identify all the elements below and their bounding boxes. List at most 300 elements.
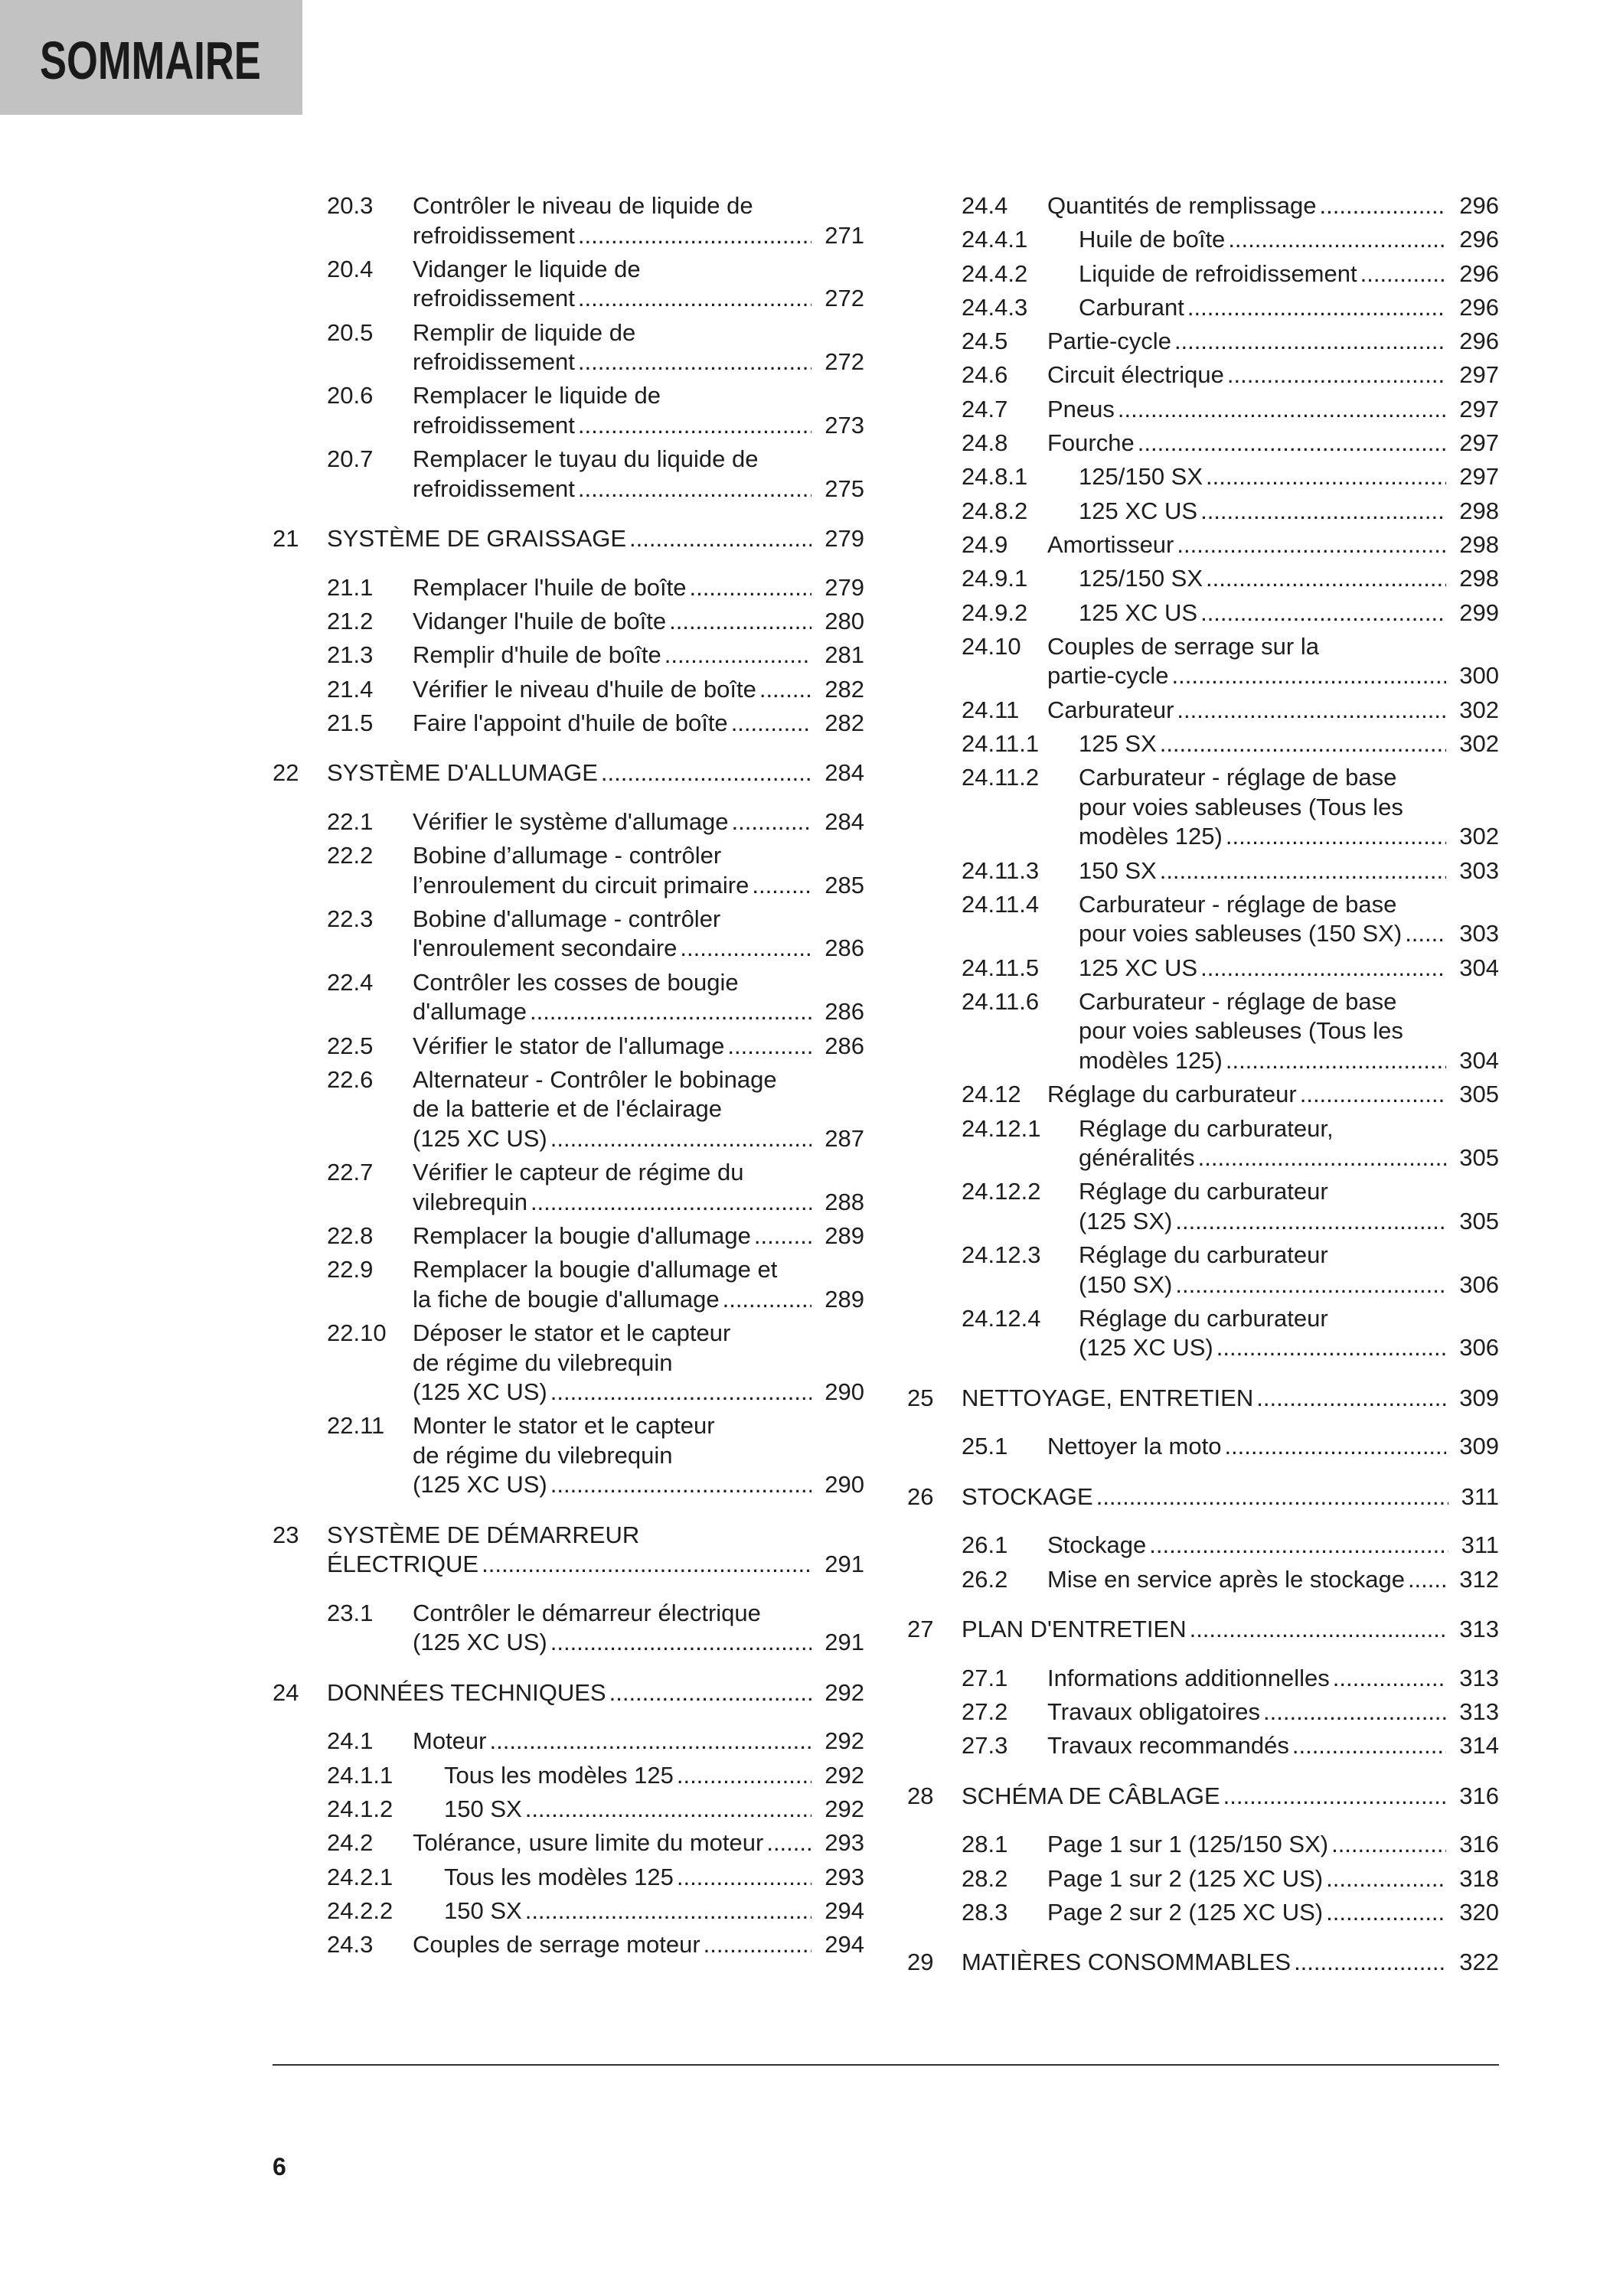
toc-entry bbox=[273, 445, 864, 504]
dot-leader bbox=[677, 1863, 812, 1893]
toc-entry bbox=[907, 327, 1499, 357]
dot-leader bbox=[629, 524, 812, 554]
toc-chapter-entry bbox=[273, 1521, 864, 1580]
entry-title-line bbox=[1079, 822, 1499, 852]
section-number: 22.11 bbox=[327, 1412, 385, 1440]
entry-title-text: Réglage du carburateur bbox=[1079, 1178, 1328, 1205]
entry-title-line bbox=[413, 675, 864, 705]
entry-page-number: 272 bbox=[825, 285, 864, 312]
entry-title-text: Vérifier le système d'allumage bbox=[413, 807, 729, 835]
toc-entry bbox=[907, 1114, 1499, 1173]
entry-title-line bbox=[1047, 191, 1499, 221]
entry-title-line bbox=[327, 758, 864, 788]
section-number: 21.4 bbox=[327, 675, 374, 703]
entry-title-line bbox=[413, 807, 864, 837]
entry-title-text: de régime du vilebrequin bbox=[413, 1349, 673, 1376]
dot-leader bbox=[550, 1470, 812, 1500]
toc-entry bbox=[907, 632, 1499, 691]
section-number: 24.8.2 bbox=[962, 497, 1028, 524]
footer-divider bbox=[273, 2064, 1499, 2066]
entry-title-line bbox=[444, 1863, 864, 1893]
dot-leader bbox=[525, 1896, 812, 1926]
entry-title-text: (125 XC US) bbox=[1079, 1334, 1213, 1362]
entry-title-text: pour voies sableuses (150 SX) bbox=[1079, 920, 1403, 947]
entry-title-line bbox=[962, 1615, 1499, 1645]
entry-title-text: (150 SX) bbox=[1079, 1270, 1173, 1298]
entry-page-number: 294 bbox=[825, 1931, 864, 1958]
entry-title-text: Informations additionnelles bbox=[1047, 1664, 1330, 1691]
entry-title-text: l'enroulement secondaire bbox=[413, 934, 678, 962]
entry-title-text: Faire l'appoint d'huile de boîte bbox=[413, 709, 728, 736]
chapter-number: 28 bbox=[907, 1782, 934, 1809]
dot-leader bbox=[1160, 856, 1447, 886]
entry-title-line bbox=[1047, 1898, 1499, 1928]
entry-page-number: 306 bbox=[1459, 1334, 1499, 1362]
section-number: 24.4.3 bbox=[962, 293, 1028, 321]
entry-title-line bbox=[444, 1896, 864, 1926]
entry-title-line bbox=[1079, 987, 1499, 1017]
section-number: 24.1.1 bbox=[327, 1761, 394, 1789]
dot-leader bbox=[669, 607, 812, 637]
section-number: 24.11.1 bbox=[962, 729, 1040, 757]
section-number: 24.3 bbox=[327, 1931, 374, 1958]
entry-page-number: 282 bbox=[825, 675, 864, 703]
dot-leader bbox=[1408, 1565, 1446, 1595]
dot-leader bbox=[1187, 293, 1446, 323]
dot-leader bbox=[1175, 1270, 1446, 1300]
entry-title-line bbox=[413, 871, 864, 901]
entry-title-line bbox=[413, 1124, 864, 1154]
entry-title-text: Remplir de liquide de bbox=[413, 318, 636, 346]
entry-page-number: 316 bbox=[1459, 1831, 1499, 1858]
entry-title-text: 150 SX bbox=[444, 1896, 522, 1924]
section-number: 27.1 bbox=[962, 1664, 1008, 1691]
entry-page-number: 311 bbox=[1461, 1531, 1499, 1559]
entry-title-line bbox=[413, 1158, 864, 1188]
entry-title-line bbox=[1079, 564, 1499, 594]
entry-title-line bbox=[413, 1599, 864, 1629]
section-number: 20.6 bbox=[327, 382, 374, 409]
chapter-number: 24 bbox=[273, 1678, 299, 1706]
section-number: 20.4 bbox=[327, 255, 374, 282]
section-number: 21.1 bbox=[327, 573, 374, 601]
entry-title-text: refroidissement bbox=[413, 285, 575, 312]
toc-entry bbox=[273, 1795, 864, 1825]
section-number: 24.11.5 bbox=[962, 954, 1040, 981]
entry-title-line bbox=[413, 1285, 864, 1315]
entry-title-line bbox=[1047, 429, 1499, 458]
toc-entry bbox=[273, 968, 864, 1027]
entry-title-line bbox=[1047, 395, 1499, 425]
entry-title-text: (125 XC US) bbox=[413, 1378, 547, 1406]
dot-leader bbox=[677, 1761, 812, 1791]
entry-title-text: Remplir d'huile de boîte bbox=[413, 641, 661, 669]
toc-entry bbox=[907, 564, 1499, 594]
entry-title-line bbox=[413, 1094, 864, 1124]
entry-title-line bbox=[413, 284, 864, 314]
entry-title-text: Travaux recommandés bbox=[1047, 1732, 1289, 1760]
section-number: 24.12.4 bbox=[962, 1304, 1041, 1332]
section-number: 24.2.2 bbox=[327, 1896, 394, 1924]
toc-entry bbox=[273, 905, 864, 964]
dot-leader bbox=[1326, 1898, 1446, 1928]
entry-title-line bbox=[1047, 1080, 1499, 1110]
entry-title-text: 125 XC US bbox=[1079, 954, 1198, 981]
section-number: 25.1 bbox=[962, 1433, 1008, 1460]
section-number: 22.7 bbox=[327, 1159, 374, 1186]
entry-title-text: SCHÉMA DE CÂBLAGE bbox=[962, 1782, 1220, 1809]
entry-title-line bbox=[413, 641, 864, 670]
entry-page-number: 299 bbox=[1459, 598, 1499, 626]
section-number: 26.1 bbox=[962, 1531, 1008, 1559]
entry-page-number: 303 bbox=[1459, 856, 1499, 884]
section-number: 24.12.2 bbox=[962, 1178, 1041, 1205]
entry-title-line bbox=[1047, 327, 1499, 357]
dot-leader bbox=[550, 1378, 812, 1407]
section-number: 20.7 bbox=[327, 445, 374, 473]
entry-page-number: 285 bbox=[825, 871, 864, 899]
entry-title-text: Tolérance, usure limite du moteur bbox=[413, 1829, 764, 1857]
dot-leader bbox=[727, 1032, 812, 1062]
entry-title-line bbox=[413, 221, 864, 251]
page-title: SOMMAIRE bbox=[40, 31, 261, 90]
entry-title-line bbox=[413, 1470, 864, 1500]
toc-chapter-entry bbox=[273, 1678, 864, 1708]
entry-title-text: (125 SX) bbox=[1079, 1207, 1173, 1234]
toc-entry bbox=[273, 1032, 864, 1062]
toc-entry bbox=[907, 191, 1499, 221]
entry-title-text: l’enroulement du circuit primaire bbox=[413, 871, 749, 899]
toc-entry bbox=[907, 729, 1499, 759]
section-number: 26.2 bbox=[962, 1565, 1008, 1593]
section-number: 24.11.4 bbox=[962, 890, 1040, 918]
section-number: 22.9 bbox=[327, 1256, 374, 1283]
entry-page-number: 302 bbox=[1459, 729, 1499, 757]
entry-page-number: 284 bbox=[825, 807, 864, 835]
toc-chapter-entry bbox=[907, 1482, 1499, 1512]
toc-entry bbox=[907, 225, 1499, 255]
toc-entry bbox=[907, 293, 1499, 323]
entry-page-number: 305 bbox=[1459, 1144, 1499, 1172]
entry-page-number: 304 bbox=[1459, 954, 1499, 981]
toc-entry bbox=[907, 1565, 1499, 1595]
entry-page-number: 288 bbox=[825, 1188, 864, 1215]
entry-title-line bbox=[1079, 890, 1499, 920]
chapter-number: 22 bbox=[273, 759, 299, 787]
entry-page-number: 292 bbox=[825, 1727, 864, 1755]
entry-title-line bbox=[1079, 1241, 1499, 1270]
entry-page-number: 296 bbox=[1459, 226, 1499, 253]
entry-title-line bbox=[1079, 1114, 1499, 1144]
toc-entry bbox=[907, 1664, 1499, 1694]
entry-title-line bbox=[962, 1482, 1499, 1512]
entry-title-line bbox=[1079, 1270, 1499, 1300]
entry-title-text: Vérifier le stator de l'allumage bbox=[413, 1032, 725, 1059]
entry-page-number: 322 bbox=[1459, 1949, 1499, 1976]
toc-entry bbox=[907, 1080, 1499, 1110]
dot-leader bbox=[723, 1285, 812, 1315]
entry-page-number: 291 bbox=[825, 1551, 864, 1578]
entry-title-text: Remplacer le tuyau du liquide de bbox=[413, 445, 759, 473]
toc-entry bbox=[273, 1599, 864, 1658]
entry-page-number: 312 bbox=[1459, 1565, 1499, 1593]
section-number: 24.6 bbox=[962, 361, 1008, 389]
entry-title-line bbox=[962, 1384, 1499, 1414]
entry-title-line bbox=[1079, 598, 1499, 628]
dot-leader bbox=[601, 758, 812, 788]
entry-title-line bbox=[413, 1032, 864, 1062]
entry-page-number: 286 bbox=[825, 998, 864, 1026]
entry-title-text: Page 1 sur 1 (125/150 SX) bbox=[1047, 1831, 1329, 1858]
toc-chapter-entry bbox=[907, 1782, 1499, 1812]
entry-title-text: modèles 125) bbox=[1079, 1046, 1223, 1074]
dot-leader bbox=[1263, 1698, 1446, 1727]
toc-chapter-entry bbox=[907, 1384, 1499, 1414]
entry-title-text: Vidanger le liquide de bbox=[413, 255, 641, 282]
entry-title-text: refroidissement bbox=[413, 221, 575, 249]
toc-right-column bbox=[907, 191, 1499, 1978]
entry-title-text: Remplacer la bougie d'allumage bbox=[413, 1221, 751, 1249]
section-number: 23.1 bbox=[327, 1599, 374, 1626]
entry-title-line bbox=[1047, 1731, 1499, 1761]
entry-title-text: Fourche bbox=[1047, 429, 1135, 457]
section-number: 24.4.1 bbox=[962, 226, 1028, 253]
chapter-number: 27 bbox=[907, 1616, 934, 1643]
section-number: 24.9 bbox=[962, 530, 1008, 558]
entry-title-line bbox=[413, 573, 864, 603]
entry-title-line bbox=[962, 1782, 1499, 1812]
entry-page-number: 298 bbox=[1459, 497, 1499, 524]
entry-title-line bbox=[413, 1188, 864, 1218]
dot-leader bbox=[1172, 661, 1447, 691]
entry-title-line bbox=[413, 905, 864, 934]
section-number: 22.4 bbox=[327, 968, 374, 996]
entry-title-text: DONNÉES TECHNIQUES bbox=[327, 1678, 606, 1706]
section-number: 24.9.2 bbox=[962, 598, 1028, 626]
toc-entry bbox=[273, 1065, 864, 1154]
section-number: 24.2 bbox=[327, 1829, 374, 1857]
entry-title-text: Pneus bbox=[1047, 395, 1115, 422]
toc-entry bbox=[273, 1221, 864, 1251]
dot-leader bbox=[550, 1628, 812, 1658]
entry-title-line bbox=[413, 1441, 864, 1471]
entry-title-text: Carburant bbox=[1079, 293, 1184, 321]
entry-page-number: 309 bbox=[1459, 1384, 1499, 1411]
entry-title-line bbox=[1079, 259, 1499, 289]
toc-entry bbox=[273, 1727, 864, 1756]
entry-title-text: Réglage du carburateur bbox=[1047, 1081, 1297, 1108]
toc-entry bbox=[907, 856, 1499, 886]
entry-title-text: SYSTÈME D'ALLUMAGE bbox=[327, 759, 598, 787]
dot-leader bbox=[1206, 564, 1446, 594]
dot-leader bbox=[578, 347, 812, 377]
entry-title-line bbox=[413, 1828, 864, 1858]
dot-leader bbox=[530, 997, 812, 1027]
dot-leader bbox=[1326, 1864, 1446, 1894]
toc-entry bbox=[273, 255, 864, 314]
dot-leader bbox=[1300, 1080, 1447, 1110]
entry-title-line bbox=[1079, 1333, 1499, 1363]
entry-title-line bbox=[413, 934, 864, 964]
entry-page-number: 296 bbox=[1459, 293, 1499, 321]
toc-entry bbox=[273, 1319, 864, 1407]
entry-title-line bbox=[413, 255, 864, 285]
entry-page-number: 284 bbox=[825, 759, 864, 787]
dot-leader bbox=[578, 284, 812, 314]
entry-page-number: 302 bbox=[1459, 696, 1499, 723]
entry-title-text: Contrôler le démarreur électrique bbox=[413, 1599, 761, 1626]
entry-title-text: (125 XC US) bbox=[413, 1124, 547, 1152]
entry-title-line bbox=[413, 968, 864, 998]
section-number: 21.2 bbox=[327, 607, 374, 634]
dot-leader bbox=[665, 641, 812, 670]
entry-page-number: 320 bbox=[1459, 1898, 1499, 1926]
entry-title-text: vilebrequin bbox=[413, 1188, 527, 1215]
toc-entry bbox=[273, 1828, 864, 1858]
entry-title-text: 125/150 SX bbox=[1079, 463, 1203, 491]
section-number: 24.8 bbox=[962, 429, 1008, 457]
section-number: 22.1 bbox=[327, 807, 374, 835]
entry-title-text: Mise en service après le stockage bbox=[1047, 1565, 1405, 1593]
section-number: 24.1.2 bbox=[327, 1795, 394, 1822]
dot-leader bbox=[1118, 395, 1446, 425]
chapter-number: 26 bbox=[907, 1482, 934, 1510]
entry-title-text: Nettoyer la moto bbox=[1047, 1433, 1222, 1460]
entry-title-line bbox=[1047, 661, 1499, 691]
section-number: 22.5 bbox=[327, 1032, 374, 1059]
entry-page-number: 271 bbox=[825, 221, 864, 249]
section-number: 21.5 bbox=[327, 709, 374, 736]
page-number: 6 bbox=[273, 2153, 286, 2180]
toc-entry bbox=[273, 1761, 864, 1791]
dot-leader bbox=[1226, 822, 1446, 852]
entry-page-number: 298 bbox=[1459, 565, 1499, 592]
entry-title-line bbox=[413, 997, 864, 1027]
toc-entry bbox=[273, 675, 864, 705]
section-number: 24.9.1 bbox=[962, 565, 1028, 592]
entry-title-line bbox=[413, 1727, 864, 1756]
entry-title-text: Page 1 sur 2 (125 XC US) bbox=[1047, 1864, 1324, 1892]
entry-title-text: 125 SX bbox=[1079, 729, 1157, 757]
entry-title-text: Couples de serrage sur la bbox=[1047, 632, 1319, 660]
entry-title-text: PLAN D'ENTRETIEN bbox=[962, 1616, 1187, 1643]
section-number: 24.11 bbox=[962, 696, 1020, 723]
dot-leader bbox=[1292, 1731, 1446, 1761]
entry-page-number: 313 bbox=[1459, 1698, 1499, 1726]
entry-title-line bbox=[413, 709, 864, 739]
dot-leader bbox=[482, 1550, 812, 1580]
chapter-number: 21 bbox=[273, 525, 299, 553]
section-number: 21.3 bbox=[327, 641, 374, 669]
entry-page-number: 314 bbox=[1459, 1732, 1499, 1760]
section-number: 27.3 bbox=[962, 1732, 1008, 1760]
entry-page-number: 290 bbox=[825, 1378, 864, 1406]
entry-page-number: 293 bbox=[825, 1829, 864, 1857]
toc-entry bbox=[273, 573, 864, 603]
entry-title-line bbox=[327, 1521, 864, 1551]
entry-title-line bbox=[413, 1930, 864, 1960]
entry-page-number: 289 bbox=[825, 1221, 864, 1249]
toc-entry bbox=[907, 462, 1499, 492]
entry-title-line bbox=[413, 1221, 864, 1251]
entry-page-number: 297 bbox=[1459, 395, 1499, 422]
entry-title-text: refroidissement bbox=[413, 475, 575, 502]
dot-leader bbox=[1160, 729, 1447, 759]
entry-title-text: modèles 125) bbox=[1079, 823, 1223, 850]
entry-title-line bbox=[1047, 1830, 1499, 1860]
entry-page-number: 272 bbox=[825, 348, 864, 376]
section-number: 24.11.2 bbox=[962, 764, 1040, 791]
entry-title-text: Carburateur bbox=[1047, 696, 1174, 723]
entry-title-text: 125 XC US bbox=[1079, 598, 1198, 626]
entry-title-text: Contrôler les cosses de bougie bbox=[413, 968, 739, 996]
toc-left-column bbox=[273, 191, 864, 1960]
chapter-number: 29 bbox=[907, 1949, 934, 1976]
entry-title-text: 125 XC US bbox=[1079, 497, 1198, 524]
header-tab bbox=[0, 0, 302, 115]
dot-leader bbox=[609, 1678, 812, 1708]
section-number: 28.2 bbox=[962, 1864, 1008, 1892]
dot-leader bbox=[1320, 191, 1447, 221]
dot-leader bbox=[1227, 360, 1446, 390]
entry-page-number: 279 bbox=[825, 525, 864, 553]
entry-page-number: 293 bbox=[825, 1863, 864, 1890]
toc-entry bbox=[907, 1304, 1499, 1363]
entry-title-text: de la batterie et de l'éclairage bbox=[413, 1095, 723, 1123]
entry-title-line bbox=[1047, 360, 1499, 390]
dot-leader bbox=[689, 573, 812, 603]
entry-title-line bbox=[413, 841, 864, 871]
entry-title-text: Contrôler le niveau de liquide de bbox=[413, 192, 753, 219]
toc-entry bbox=[273, 1896, 864, 1926]
entry-title-line bbox=[413, 1349, 864, 1378]
section-number: 24.2.1 bbox=[327, 1863, 394, 1890]
entry-title-line bbox=[1079, 1177, 1499, 1207]
entry-title-line bbox=[327, 1678, 864, 1708]
entry-title-text: Vérifier le capteur de régime du bbox=[413, 1159, 744, 1186]
toc-entry bbox=[907, 1864, 1499, 1894]
entry-title-line bbox=[1079, 729, 1499, 759]
toc-entry bbox=[907, 763, 1499, 852]
entry-title-line bbox=[1047, 1664, 1499, 1694]
toc-entry bbox=[907, 1241, 1499, 1300]
entry-title-line bbox=[413, 475, 864, 504]
entry-title-line bbox=[1047, 1565, 1499, 1595]
entry-title-line bbox=[327, 524, 864, 554]
toc-entry bbox=[907, 1830, 1499, 1860]
entry-title-text: 150 SX bbox=[444, 1795, 522, 1822]
entry-page-number: 297 bbox=[1459, 429, 1499, 457]
entry-page-number: 313 bbox=[1459, 1616, 1499, 1643]
entry-title-text: partie-cycle bbox=[1047, 662, 1169, 690]
dot-leader bbox=[1331, 1830, 1446, 1860]
dot-leader bbox=[732, 807, 812, 837]
dot-leader bbox=[1256, 1384, 1446, 1414]
entry-title-text: ÉLECTRIQUE bbox=[327, 1551, 479, 1578]
entry-title-line bbox=[444, 1761, 864, 1791]
entry-title-text: Vidanger l'huile de boîte bbox=[413, 607, 667, 634]
entry-page-number: 297 bbox=[1459, 361, 1499, 389]
entry-title-text: Réglage du carburateur, bbox=[1079, 1114, 1334, 1142]
dot-leader bbox=[1226, 1046, 1446, 1076]
toc-entry bbox=[907, 1531, 1499, 1561]
section-number: 22.3 bbox=[327, 905, 374, 932]
toc-entry bbox=[907, 1898, 1499, 1928]
entry-title-text: Remplacer l'huile de boîte bbox=[413, 573, 687, 601]
entry-title-text: Alternateur - Contrôler le bobinage bbox=[413, 1065, 777, 1093]
entry-title-text: SYSTÈME DE GRAISSAGE bbox=[327, 525, 627, 553]
toc-entry bbox=[907, 429, 1499, 458]
